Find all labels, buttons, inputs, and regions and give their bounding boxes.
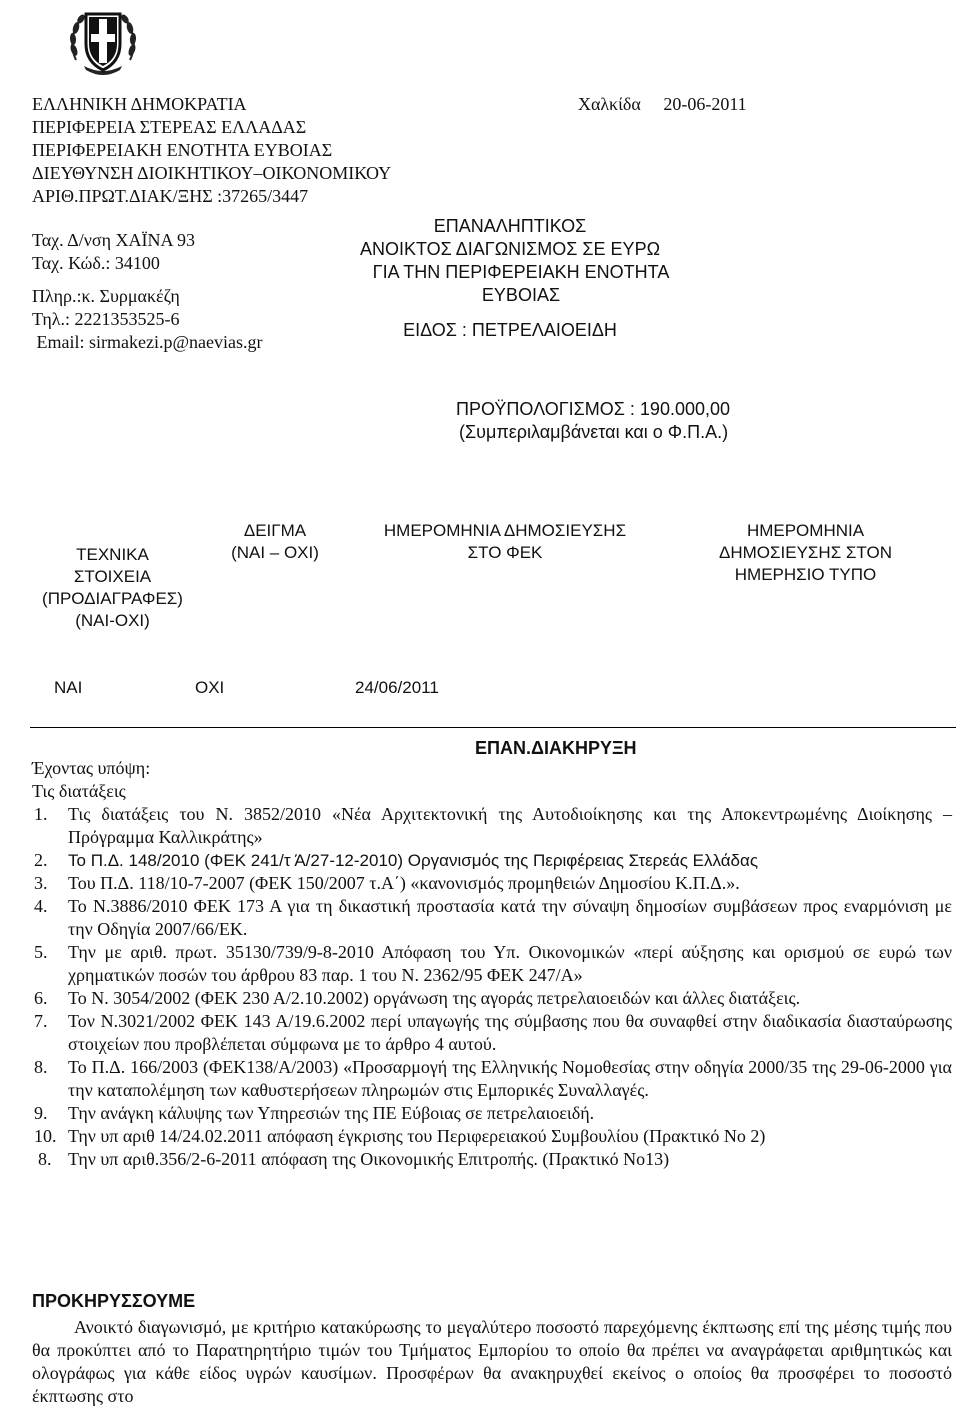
list-item: 5. Την με αριθ. πρωτ. 35130/739/9-8-2010 Απόφαση του Υπ. Οικονομικών «περί αύξησης και ορισμού σε ευρώ των χρηματικών ποσών του άρθρου 83 παρ. 1 του Ν. 2362/95 ΦΕΚ 247/Α»: [34, 942, 952, 985]
tender-kind: ΕΙΔΟΣ : ΠΕΤΡΕΛΑΙΟΕΙΔΗ: [403, 320, 617, 340]
header-technical-specs: ΤΕΧΝΙΚΑ ΣΤΟΙΧΕΙΑ (ΠΡΟΔΙΑΓΡΑΦΕΣ) (ΝΑΙ-ΟΧΙ): [42, 545, 183, 630]
tender-line: ΑΝΟΙΚΤΟΣ ΔΙΑΓΩΝΙΣΜΟΣ ΣΕ ΕΥΡΩ: [359, 239, 661, 259]
list-item: 6. Το Ν. 3054/2002 (ΦΕΚ 230 Α/2.10.2002) οργάνωση της αγοράς πετρελαιοειδών και άλλες διατάξεις.: [34, 988, 801, 1008]
list-item: 9. Την ανάγκη κάλυψης των Υπηρεσιών της ΠΕ Εύβοιας σε πετρελαιοειδή.: [34, 1103, 595, 1123]
considering-label: Έχοντας υπόψη:: [32, 758, 151, 778]
contact-person: Πληρ.:κ. Συρμακέζη: [32, 286, 180, 306]
table-header-row: [30, 508, 956, 671]
list-item: 4. Το Ν.3886/2010 ΦΕΚ 173 Α για τη δικαστική προστασία κατά την σύναψη δημοσίων συμβάσεων προς εναρμόνιση με την Οδηγία 2007/66/ΕΚ.: [34, 896, 952, 939]
budget-note: (Συμπεριλαμβάνεται και ο Φ.Π.Α.): [459, 422, 729, 442]
place-date: Χαλκίδα 20-06-2011: [578, 94, 747, 114]
header-press-date: ΗΜΕΡΟΜΗΝΙΑ ΔΗΜΟΣΙΕΥΣΗΣ ΣΤΟΝ ΗΜΕΡΗΣΙΟ ΤΥΠΟ: [718, 521, 893, 584]
list-item: 1. Τις διατάξεις του Ν. 3852/2010 «Νέα Αρχιτεκτονική της Αυτοδιοίκησης και της Αποκεντρωμένης Διοίκησης – Πρόγραμμα Καλλικράτης»: [34, 804, 952, 847]
budget-amount: ΠΡΟΫΠΟΛΟΓΙΣΜΟΣ : 190.000,00: [456, 399, 731, 419]
list-item: 2. Το Π.Δ. 148/2010 (ΦΕΚ 241/τ Ά/27-12-2010) Οργανισμός της Περιφέρειας Στερεάς Ελλάδας: [34, 850, 759, 870]
proclaim-section: [32, 1290, 952, 1408]
list-item: 8. Την υπ αριθ.356/2-6-2011 απόφαση της Οικονομικής Επιτροπής. (Πρακτικό Νο13): [38, 1149, 670, 1169]
contact-email: Email: sirmakezi.p@naevias.gr: [32, 332, 263, 352]
tender-line: ΕΠΑΝΑΛΗΠΤΙΚΟΣ: [433, 216, 587, 236]
proclamation-title: ΕΠΑΝ.ΔΙΑΚΗΡΥΞΗ: [475, 738, 637, 758]
proclaim-text: Ανοικτό διαγωνισμό, με κριτήριο κατακύρωσης το μεγαλύτερο ποσοστό παρεχόμενης έκπτωσης επί της μέσης τιμής που θα προκύπτει από το Παρατηρητήριο τιμών του Τμήματος Εμπορίου το οποίο θα πρέπει να αναγράφεται αριθμητικώς και ολογράφως για κάθε είδος υγρών καυσίμων. Προσφέρων θα ανακηρυχθεί εκείνος ο οποίος θα προσφέρει το ποσοστό έκπτωσης στο: [32, 1317, 952, 1406]
considerations: [32, 757, 952, 1171]
header-fek-date: ΗΜΕΡΟΜΗΝΙΑ ΔΗΜΟΣΙΕΥΣΗΣ ΣΤΟ ΦΕΚ: [383, 521, 627, 562]
provisions-list: [32, 803, 952, 1171]
tender-line: ΓΙΑ ΤΗΝ ΠΕΡΙΦΕΡΕΙΑΚΗ ΕΝΟΤΗΤΑ: [372, 262, 670, 282]
protocol-number: ΑΡΙΘ.ΠΡΩΤ.ΔΙΑΚ/ΞΗΣ :37265/3447: [32, 186, 309, 206]
list-item: 10. Την υπ αριθ 14/24.02.2011 απόφαση έγκρισης του Περιφερειακού Συμβουλίου (Πρακτικό Νο 2): [34, 1126, 766, 1146]
tender-line: ΕΥΒΟΙΑΣ: [481, 285, 561, 305]
issuer-line: ΠΕΡΙΦΕΡΕΙΑ ΣΤΕΡΕΑΣ ΕΛΛΑΔΑΣ: [32, 117, 307, 137]
provisions-label: Τις διατάξεις: [32, 781, 126, 801]
publication-table: [30, 508, 956, 728]
list-item: 3. Του Π.Δ. 118/10-7-2007 (ΦΕΚ 150/2007 τ.Α΄) «κανονισμός προμηθειών Δημοσίου Κ.Π.Δ.».: [34, 873, 740, 893]
tender-heading: [0, 215, 960, 342]
list-item: 8. Το Π.Δ. 166/2003 (ΦΕΚ138/Α/2003) «Προσαρμογή της Ελληνικής Νομοθεσίας στην οδηγία 2000/35 της 29-06-2000 για την καταπολέμηση των καθυστερήσεων πληρωμών στις Εμπορικές Συναλλαγές.: [34, 1057, 952, 1100]
value-press-date: [655, 671, 956, 728]
contact-address: Ταχ. Δ/νση ΧΑΪΝΑ 93: [32, 230, 196, 250]
issuer-line: ΔΙΕΥΘΥΝΣΗ ΔΙΟΙΚΗΤΙΚΟΥ–ΟΙΚΟΝΟΜΙΚΟΥ: [32, 163, 392, 183]
issuer-line: ΠΕΡΙΦΕΡΕΙΑΚΗ ΕΝΟΤΗΤΑ ΕΥΒΟΙΑΣ: [32, 140, 333, 160]
value-sample: ΟΧΙ: [195, 671, 355, 728]
proclaim-title: ΠΡΟΚΗΡΥΣΣΟΥΜΕ: [32, 1291, 196, 1311]
value-fek-date: 24/06/2011: [355, 671, 655, 728]
table-row: [30, 671, 956, 728]
budget-block: [456, 398, 730, 444]
header-sample: ΔΕΙΓΜΑ (ΝΑΙ – ΟΧΙ): [231, 521, 319, 562]
greek-coat-of-arms-icon: [62, 4, 144, 86]
list-item: 7. Τον Ν.3021/2002 ΦΕΚ 143 Α/19.6.2002 περί υπαγωγής της σύμβασης που θα συναφθεί στην διαδικασία διασταύρωσης στοιχείων που προβλέπεται σύμφωνα με το άρθρο 4 αυτού.: [34, 1011, 952, 1054]
contact-postcode: Ταχ. Κώδ.: 34100: [32, 253, 160, 273]
issuer-line: ΕΛΛΗΝΙΚΗ ΔΗΜΟΚΡΑΤΙΑ: [32, 94, 247, 114]
value-technical-specs: ΝΑΙ: [30, 671, 195, 728]
contact-phone: Τηλ.: 2221353525-6: [32, 309, 180, 329]
